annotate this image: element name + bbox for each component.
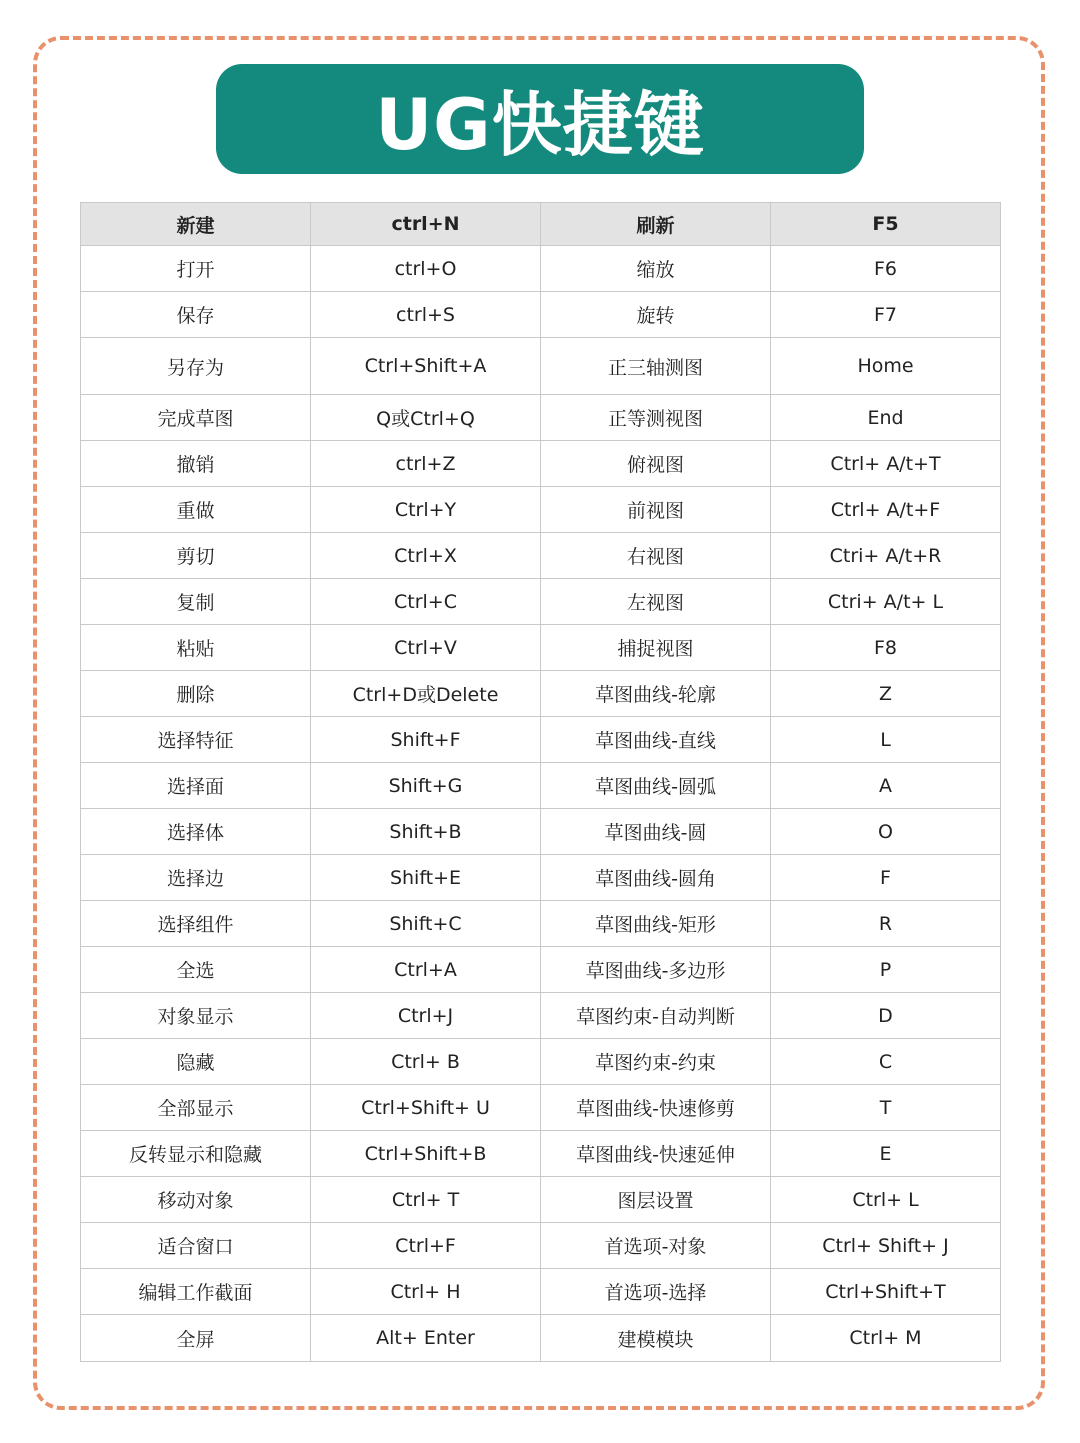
table-row <box>81 1269 1001 1315</box>
title-banner <box>216 64 864 174</box>
table-row <box>81 441 1001 487</box>
shortcut-cell: P <box>771 947 1001 993</box>
function-cell: 草图曲线-圆角 <box>541 855 771 901</box>
table-row <box>81 1177 1001 1223</box>
table-row <box>81 1039 1001 1085</box>
function-cell: 俯视图 <box>541 441 771 487</box>
function-cell: 建模模块 <box>541 1315 771 1362</box>
table-row <box>81 395 1001 441</box>
shortcut-cell: Shift+B <box>311 809 541 855</box>
function-cell: 移动对象 <box>81 1177 311 1223</box>
function-cell: 草图曲线-轮廓 <box>541 671 771 717</box>
shortcut-cell: Ctrl+ A/t+F <box>771 487 1001 533</box>
table-row <box>81 763 1001 809</box>
table-row <box>81 717 1001 763</box>
shortcut-cell: Shift+C <box>311 901 541 947</box>
function-cell: 新建 <box>81 203 311 246</box>
function-cell: 全屏 <box>81 1315 311 1362</box>
function-cell: 删除 <box>81 671 311 717</box>
shortcut-cell: F8 <box>771 625 1001 671</box>
shortcut-cell: Ctrl+A <box>311 947 541 993</box>
shortcut-cell: R <box>771 901 1001 947</box>
table-row <box>81 533 1001 579</box>
table-row <box>81 292 1001 338</box>
function-cell: 左视图 <box>541 579 771 625</box>
function-cell: 选择体 <box>81 809 311 855</box>
shortcut-cell: Ctrl+ L <box>771 1177 1001 1223</box>
table-row <box>81 671 1001 717</box>
table-header-row <box>81 203 1001 246</box>
shortcut-cell: F5 <box>771 203 1001 246</box>
function-cell: 草图曲线-圆弧 <box>541 763 771 809</box>
table-row <box>81 809 1001 855</box>
table-row <box>81 487 1001 533</box>
function-cell: 草图曲线-多边形 <box>541 947 771 993</box>
function-cell: 捕捉视图 <box>541 625 771 671</box>
function-cell: 选择边 <box>81 855 311 901</box>
shortcut-cell: O <box>771 809 1001 855</box>
function-cell: 保存 <box>81 292 311 338</box>
shortcut-cell: Shift+F <box>311 717 541 763</box>
shortcut-cell: Ctrl+C <box>311 579 541 625</box>
shortcut-cell: ctrl+O <box>311 246 541 292</box>
shortcut-cell: Ctrl+Shift+A <box>311 338 541 395</box>
table-row <box>81 1085 1001 1131</box>
function-cell: 粘贴 <box>81 625 311 671</box>
function-cell: 撤销 <box>81 441 311 487</box>
shortcut-cell: Alt+ Enter <box>311 1315 541 1362</box>
function-cell: 选择组件 <box>81 901 311 947</box>
shortcut-cell: F <box>771 855 1001 901</box>
function-cell: 草图曲线-直线 <box>541 717 771 763</box>
function-cell: 草图曲线-快速延伸 <box>541 1131 771 1177</box>
shortcut-cell: Ctrl+ H <box>311 1269 541 1315</box>
function-cell: 草图约束-自动判断 <box>541 993 771 1039</box>
function-cell: 重做 <box>81 487 311 533</box>
shortcut-cell: Ctrl+X <box>311 533 541 579</box>
shortcut-cell: ctrl+N <box>311 203 541 246</box>
table-row <box>81 855 1001 901</box>
function-cell: 草图曲线-矩形 <box>541 901 771 947</box>
function-cell: 全部显示 <box>81 1085 311 1131</box>
shortcut-cell: Ctrl+V <box>311 625 541 671</box>
shortcut-cell: Ctrl+J <box>311 993 541 1039</box>
shortcut-cell: Shift+G <box>311 763 541 809</box>
table-row <box>81 993 1001 1039</box>
table-row <box>81 246 1001 292</box>
shortcut-cell: L <box>771 717 1001 763</box>
function-cell: 首选项-选择 <box>541 1269 771 1315</box>
function-cell: 剪切 <box>81 533 311 579</box>
shortcut-cell: D <box>771 993 1001 1039</box>
function-cell: 适合窗口 <box>81 1223 311 1269</box>
shortcut-cell: Ctri+ A/t+R <box>771 533 1001 579</box>
shortcut-cell: Ctrl+Y <box>311 487 541 533</box>
function-cell: 前视图 <box>541 487 771 533</box>
shortcut-cell: ctrl+Z <box>311 441 541 487</box>
function-cell: 草图约束-约束 <box>541 1039 771 1085</box>
shortcut-cell: Z <box>771 671 1001 717</box>
shortcut-cell: Ctrl+Shift+B <box>311 1131 541 1177</box>
function-cell: 旋转 <box>541 292 771 338</box>
shortcut-cell: Ctrl+ B <box>311 1039 541 1085</box>
function-cell: 隐藏 <box>81 1039 311 1085</box>
function-cell: 草图曲线-快速修剪 <box>541 1085 771 1131</box>
shortcut-cell: A <box>771 763 1001 809</box>
function-cell: 另存为 <box>81 338 311 395</box>
shortcut-cell: Home <box>771 338 1001 395</box>
shortcut-cell: Ctrl+Shift+T <box>771 1269 1001 1315</box>
function-cell: 全选 <box>81 947 311 993</box>
function-cell: 选择特征 <box>81 717 311 763</box>
function-cell: 对象显示 <box>81 993 311 1039</box>
function-cell: 首选项-对象 <box>541 1223 771 1269</box>
shortcut-cell: Ctrl+ Shift+ J <box>771 1223 1001 1269</box>
table-row <box>81 625 1001 671</box>
shortcut-cell: Ctrl+ T <box>311 1177 541 1223</box>
function-cell: 编辑工作截面 <box>81 1269 311 1315</box>
function-cell: 草图曲线-圆 <box>541 809 771 855</box>
shortcut-cell: End <box>771 395 1001 441</box>
function-cell: 右视图 <box>541 533 771 579</box>
shortcut-cell: Ctri+ A/t+ L <box>771 579 1001 625</box>
shortcut-cell: Ctrl+Shift+ U <box>311 1085 541 1131</box>
table-row <box>81 338 1001 395</box>
table-row <box>81 901 1001 947</box>
shortcut-cell: F6 <box>771 246 1001 292</box>
function-cell: 正三轴测图 <box>541 338 771 395</box>
function-cell: 正等测视图 <box>541 395 771 441</box>
function-cell: 图层设置 <box>541 1177 771 1223</box>
shortcut-cell: F7 <box>771 292 1001 338</box>
table-row <box>81 1315 1001 1362</box>
table-row <box>81 1131 1001 1177</box>
function-cell: 缩放 <box>541 246 771 292</box>
table-row <box>81 579 1001 625</box>
shortcut-table <box>80 202 1001 1362</box>
shortcut-cell: Q或Ctrl+Q <box>311 395 541 441</box>
function-cell: 完成草图 <box>81 395 311 441</box>
shortcut-cell: Ctrl+ M <box>771 1315 1001 1362</box>
shortcut-cell: C <box>771 1039 1001 1085</box>
function-cell: 复制 <box>81 579 311 625</box>
shortcut-cell: Ctrl+ A/t+T <box>771 441 1001 487</box>
function-cell: 选择面 <box>81 763 311 809</box>
shortcut-cell: E <box>771 1131 1001 1177</box>
shortcut-cell: Ctrl+F <box>311 1223 541 1269</box>
table-row <box>81 947 1001 993</box>
function-cell: 打开 <box>81 246 311 292</box>
shortcut-cell: Shift+E <box>311 855 541 901</box>
shortcut-cell: Ctrl+D或Delete <box>311 671 541 717</box>
function-cell: 反转显示和隐藏 <box>81 1131 311 1177</box>
function-cell: 刷新 <box>541 203 771 246</box>
page-title: UG快捷键 <box>375 83 705 166</box>
table-row <box>81 1223 1001 1269</box>
shortcut-cell: T <box>771 1085 1001 1131</box>
shortcut-cell: ctrl+S <box>311 292 541 338</box>
